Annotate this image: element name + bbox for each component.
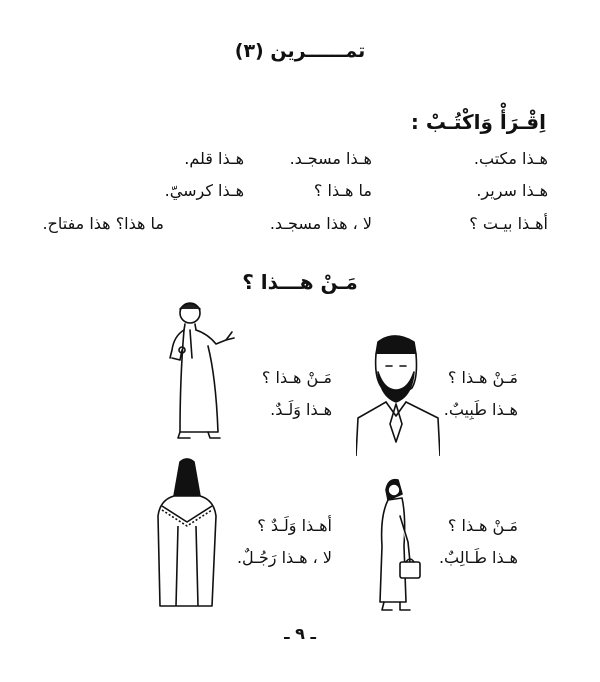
sentence-r1-c1: هـذا مكتب. xyxy=(473,149,548,168)
question-heading: مَـنْ هـــذا ؟ xyxy=(242,270,358,294)
dialog-boy-question: مَـنْ هـذا ؟ xyxy=(261,368,332,387)
sentence-r1-c3: هـذا قلم. xyxy=(184,149,244,168)
boy-illustration xyxy=(160,298,244,442)
dialog-doctor-question: مَـنْ هـذا ؟ xyxy=(447,368,518,387)
dialog-student-answer: هـذا طَـالِبٌ. xyxy=(438,548,518,567)
man-cloak-illustration xyxy=(154,456,220,614)
doctor-illustration xyxy=(356,332,440,456)
dialog-student-question: مَـنْ هـذا ؟ xyxy=(447,516,518,535)
sentence-r3-c1: أهـذا بيـت ؟ xyxy=(469,214,548,233)
dialog-man-question: أهـذا وَلَـدٌ ؟ xyxy=(257,516,332,535)
instruction-heading: اِقْـرَأْ وَاكْتُـبْ : xyxy=(410,110,546,134)
sentence-r2-c2: ما هـذا ؟ xyxy=(313,181,372,200)
dialog-doctor-answer: هـذا طَبِيبٌ. xyxy=(443,400,518,419)
dialog-man-answer: لا ، هـذا رَجُـلٌ. xyxy=(236,548,332,567)
student-illustration xyxy=(376,476,424,614)
sentence-r2-c3: هـذا كرسيّ. xyxy=(164,181,244,200)
sentence-r3-c3: ما هذا؟ هذا مفتاح. xyxy=(42,214,164,233)
sentence-r1-c2: هـذا مسجـد. xyxy=(289,149,372,168)
exercise-title: تمــــــرين (٣) xyxy=(234,40,366,62)
sentence-r2-c1: هـذا سرير. xyxy=(476,181,548,200)
sentence-r3-c2: لا ، هذا مسجـد. xyxy=(269,214,372,233)
dialog-boy-answer: هـذا وَلَـدٌ. xyxy=(270,400,332,419)
page-number: ـ ٩ ـ xyxy=(284,624,316,643)
